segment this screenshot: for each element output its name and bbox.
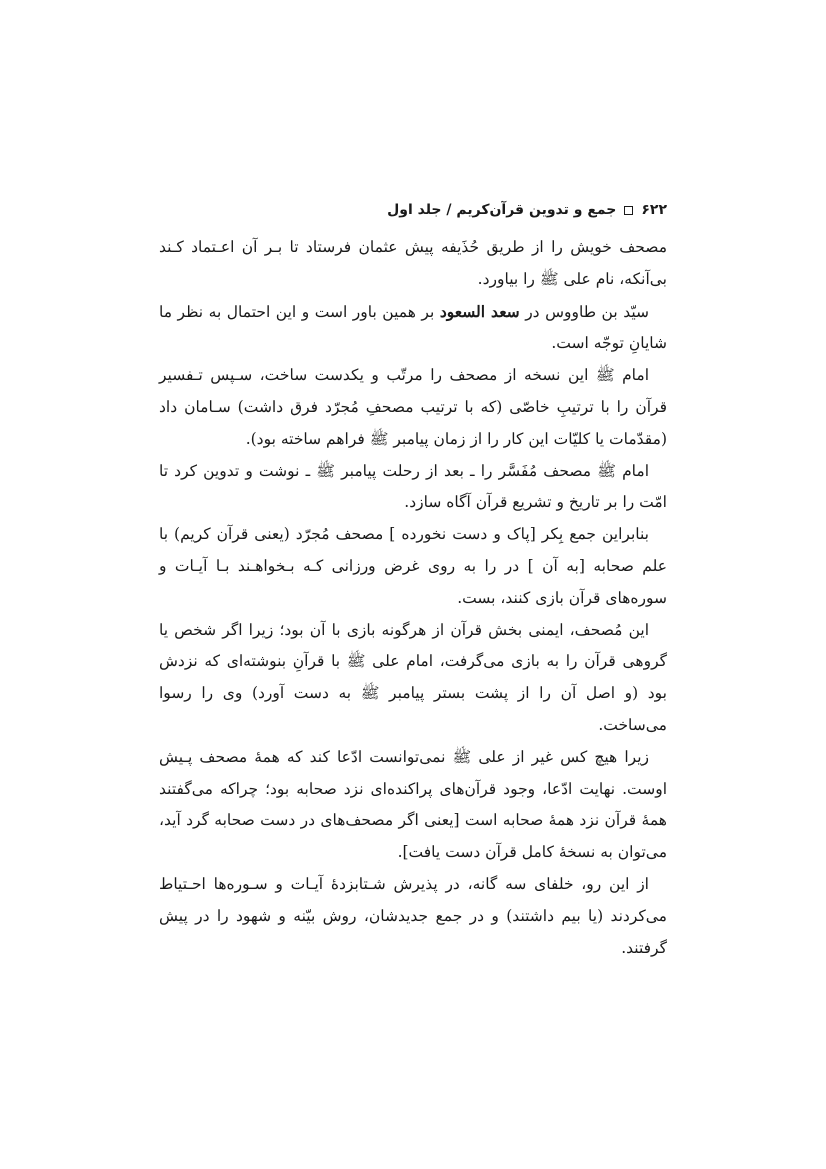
running-header: [147, 198, 667, 222]
paragraph-text: امام ﷺ مصحف مُفَسَّر را ـ بعد از رحلت پیامبر ﷺ ـ نوشت و تدوین کرد تا امّت را بر تاریخ و تشریع قرآن آگاه سازد.: [159, 461, 667, 512]
paragraph-text: بر همین باور است و این احتمال به نظر ما شایانِ توجّه است.: [159, 302, 667, 353]
paragraph: [159, 232, 667, 296]
square-bullet-icon: [624, 206, 633, 215]
page-number: ۶۲۲: [641, 202, 667, 218]
paragraph-text: این مُصحف، ایمنی بخش قرآن از هرگونه بازی با آن بود؛ زیرا اگر شخص یا گروهی قرآن را به بازی می‌گرفت، امام علی ﷺ با قرآنِ بنوشته‌ای که نزدش بود (و اصل آن را از پشت بستر پیامبر ﷺ به دست آورد) وی را رسوا می‌ساخت.: [159, 620, 667, 734]
paragraph-text: زیرا هیچ کس غیر از علی ﷺ نمی‌توانست ادّعا کند که همهٔ مصحف پـیش اوست. نهایت ادّعا، وجود قرآن‌های پراکنده‌ای نزد صحابه بود؛ چراکه می‌گفتند همهٔ قرآن نزد همهٔ صحابه است [یعنی اگر مصحف‌های در دست صحابه گرد آید، می‌توان به نسخهٔ کامل قرآن دست یافت].: [159, 747, 667, 862]
body-text: [159, 232, 667, 964]
paragraph-text: مصحف خویش را از طریق حُذَیفه پیش عثمان فرستاد تا بـر آن اعـتماد کـند بی‌آنکه، نام علی ﷺ را بیاورد.: [159, 238, 667, 288]
paragraph: [159, 456, 667, 520]
paragraph: [159, 296, 667, 361]
paragraph-text: سیّد بن طاووس در: [519, 302, 649, 321]
paragraph-text: از این رو، خلفای سه گانه، در پذیرش شـتابزدهٔ آیـات و سـوره‌ها احـتیاط می‌کردند (یا بیم داشتند) و در جمع جدیدشان، روش بیّنه و شهود را در پیش گرفتند.: [159, 874, 667, 957]
paragraph: [159, 360, 667, 455]
paragraph: [159, 615, 667, 742]
paragraph-text: امام ﷺ این نسخه از مصحف را مرتّب و یکدست ساخت، سـپس تـفسیر قرآن را با ترتیبِ خاصّی (که با ترتیب مصحفِ مُجرّد فرق داشت) سـامان داد (مقدّمات یا کلیّات این کار را از زمان پیامبر ﷺ فراهم ساخته بود).: [159, 366, 667, 448]
paragraph: [159, 869, 667, 964]
book-reference: سعد السعود: [439, 301, 520, 321]
paragraph-text: بنابراین جمع بِکر [پاک و دست نخورده ] مصحف مُجرّد (یعنی قرآن کریم) با علم صحابه [به آن ] در را به روی غرض ورزانی کـه بـخواهـند بـا آیـات و سوره‌های قرآن بازی کنند، بست.: [159, 525, 667, 607]
paragraph: [159, 742, 667, 869]
book-title: جمع و تدوین قرآن‌کریم / جلد اول: [387, 202, 617, 218]
paragraph: [159, 519, 667, 614]
